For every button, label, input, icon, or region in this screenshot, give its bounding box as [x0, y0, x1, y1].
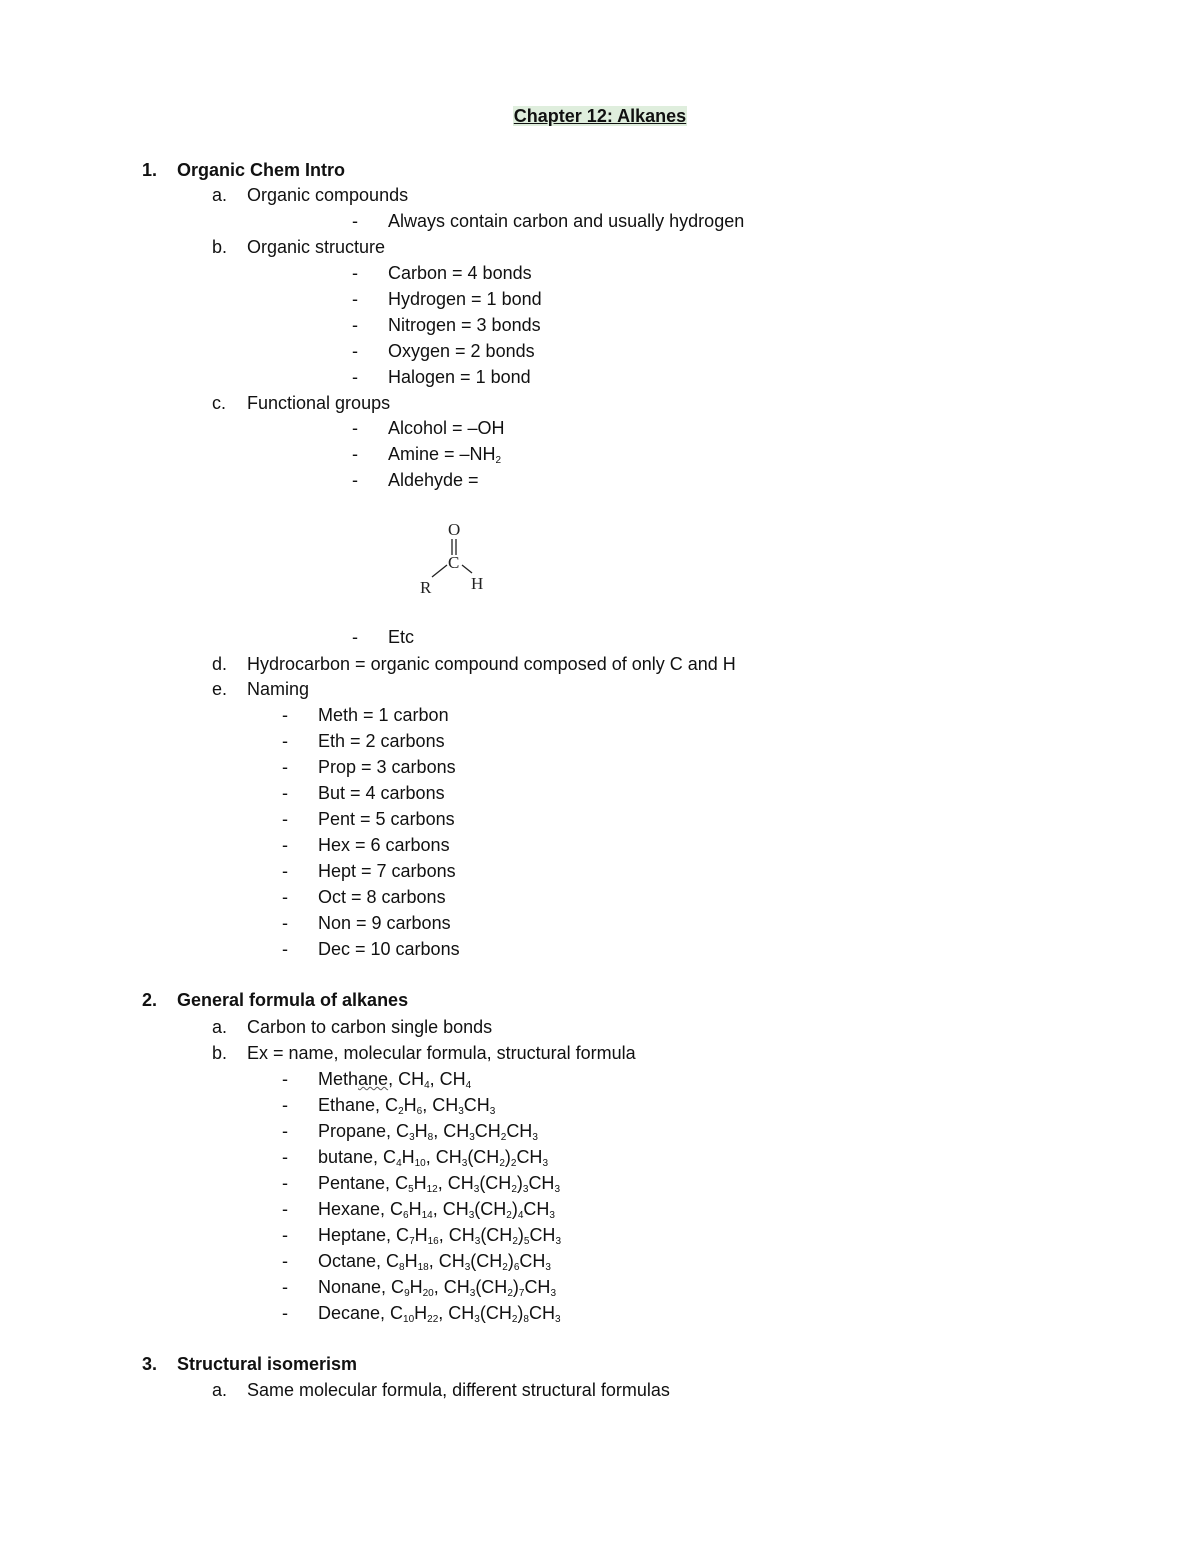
formula-subscript: 2 — [510, 1158, 517, 1169]
alkane-text: Hexane, C — [318, 1199, 404, 1219]
formula-subscript: 3 — [522, 1184, 529, 1195]
alkane-text: butane, C — [318, 1147, 397, 1167]
formula-subscript: 3 — [469, 1132, 475, 1143]
formula-text: (CH — [475, 1277, 508, 1297]
naming-item: But = 4 carbons — [318, 783, 445, 803]
bullet-dash: - — [282, 1147, 288, 1167]
formula-text: ) — [511, 1199, 518, 1219]
item-text: Same molecular formula, different structural formulas — [247, 1380, 670, 1400]
formula-subscript: 3 — [464, 1262, 471, 1273]
naming-item: Hex = 6 carbons — [318, 835, 450, 855]
formula-text: , CH — [432, 1199, 469, 1219]
section-number: 2. — [142, 990, 158, 1010]
bullet-dash: - — [352, 444, 358, 464]
sub-item: Alcohol = –OH — [388, 418, 505, 438]
alkane-item — [318, 1198, 555, 1220]
sub-item: Etc — [388, 627, 415, 647]
formula-text: CH — [529, 1225, 556, 1245]
formula-subscript: 12 — [426, 1184, 438, 1195]
formula-text: CH — [528, 1303, 555, 1323]
sub-item: Halogen = 1 bond — [388, 367, 531, 387]
formula-text: H — [414, 1303, 428, 1323]
formula-subscript: 2 — [499, 1158, 505, 1169]
sub-item: Aldehyde = — [388, 470, 479, 490]
item-letter: b. — [212, 237, 228, 257]
formula-subscript: 5 — [408, 1184, 414, 1195]
formula-text: CH — [524, 1277, 551, 1297]
alkane-text: Heptane, C — [318, 1225, 410, 1245]
formula-text: ) — [507, 1251, 514, 1271]
formula-subscript: 3 — [489, 1106, 496, 1117]
formula-subscript: 3 — [555, 1236, 561, 1247]
sub-item-amine: $Amine = -NH_2$ — [388, 444, 502, 466]
formula-text: , CH — [438, 1225, 475, 1245]
alkane-text: Propane, C — [318, 1121, 410, 1141]
formula-text: ) — [512, 1277, 519, 1297]
bullet-dash: - — [282, 1199, 288, 1219]
sub-item: Always contain carbon and usually hydrogen — [388, 211, 745, 231]
section-heading: Structural isomerism — [177, 1354, 358, 1374]
bullet-dash: - — [282, 731, 288, 751]
structure-atom-o: O — [448, 520, 461, 539]
formula-text: (CH — [474, 1199, 507, 1219]
bullet-dash: - — [282, 913, 288, 933]
item-text: Organic structure — [247, 237, 386, 257]
formula-subscript: 2 — [398, 1106, 404, 1117]
formula-text: ) — [516, 1173, 523, 1193]
formula-subscript: 3 — [468, 1210, 475, 1221]
formula-subscript: 3 — [469, 1288, 476, 1299]
single-bond-line — [462, 565, 472, 573]
formula-text: (CH — [479, 1303, 512, 1323]
formula-subscript: 5 — [523, 1236, 530, 1247]
formula-text: , CH — [425, 1147, 462, 1167]
item-letter: d. — [212, 654, 228, 674]
bullet-dash: - — [282, 705, 288, 725]
formula-subscript: 8 — [427, 1132, 434, 1143]
structure-atom-h: H — [471, 574, 484, 593]
alkane-text: Pentane, C — [318, 1173, 409, 1193]
item-letter: a. — [212, 1380, 228, 1400]
item-text: Organic compounds — [247, 185, 409, 205]
section-heading: Organic Chem Intro — [177, 160, 346, 180]
bullet-dash: - — [352, 627, 358, 647]
bullet-dash: - — [352, 418, 358, 438]
formula-subscript: 3 — [550, 1288, 556, 1299]
formula-text: , CH — [428, 1251, 465, 1271]
bullet-dash: - — [282, 757, 288, 777]
single-bond-line — [432, 565, 447, 577]
alkane-text: Octane, C — [318, 1251, 400, 1271]
formula-subscript: 10 — [403, 1314, 415, 1325]
naming-item: Eth = 2 carbons — [318, 731, 445, 751]
formula-subscript: 6 — [513, 1262, 520, 1273]
formula-text: (CH — [479, 1173, 512, 1193]
bullet-dash: - — [282, 809, 288, 829]
formula-text: CH — [523, 1199, 550, 1219]
formula-text: H — [401, 1147, 415, 1167]
bullet-dash: - — [282, 1069, 288, 1089]
sub-item: Hydrogen = 1 bond — [388, 289, 542, 309]
bullet-dash: - — [282, 1303, 288, 1323]
formula-text: ) — [504, 1147, 511, 1167]
formula-subscript: 7 — [518, 1288, 525, 1299]
section-number: 3. — [142, 1354, 158, 1374]
formula-text: , CH — [437, 1173, 474, 1193]
item-text: Naming — [247, 679, 310, 699]
formula-subscript: 3 — [545, 1262, 551, 1273]
formula-subscript: 6 — [416, 1106, 423, 1117]
sub-item: Carbon = 4 bonds — [388, 263, 532, 283]
alkane-item — [318, 1250, 551, 1272]
formula-text: , CH — [422, 1095, 459, 1115]
naming-item: Hept = 7 carbons — [318, 861, 456, 881]
formula-subscript: 20 — [422, 1288, 434, 1299]
alkane-item: Methane, $CH_4$, $CH_4$ — [318, 1069, 472, 1091]
alkane-item — [318, 1172, 560, 1194]
bullet-dash: - — [282, 1173, 288, 1193]
formula-subscript: 2 — [506, 1210, 512, 1221]
formula-subscript: 2 — [507, 1288, 513, 1299]
formula-text: CH — [519, 1251, 546, 1271]
bullet-dash: - — [352, 315, 358, 335]
item-text: Functional groups — [247, 393, 391, 413]
alkane-item — [318, 1276, 556, 1298]
formula-text: , CH — [438, 1303, 475, 1323]
formula-text: H — [413, 1173, 427, 1193]
bullet-dash: - — [352, 263, 358, 283]
page-title: Chapter 12: Alkanes — [513, 106, 687, 126]
formula-text: CH — [474, 1121, 501, 1141]
naming-item: Dec = 10 carbons — [318, 939, 460, 959]
formula-text: , CH — [433, 1277, 470, 1297]
formula-subscript: 7 — [409, 1236, 415, 1247]
formula-subscript: 10 — [414, 1158, 426, 1169]
formula-text: H — [408, 1199, 422, 1219]
formula-subscript: 2 — [512, 1236, 518, 1247]
aldehyde-structure-figure — [410, 518, 500, 598]
bullet-dash: - — [282, 783, 288, 803]
alkane-item — [318, 1146, 548, 1168]
formula-subscript: 16 — [427, 1236, 439, 1247]
item-text: Hydrocarbon = organic compound composed of only C and H — [247, 654, 736, 674]
formula-subscript: 14 — [421, 1210, 433, 1221]
item-letter: b. — [212, 1043, 228, 1063]
formula-subscript: 3 — [554, 1314, 561, 1325]
formula-subscript: 22 — [427, 1314, 439, 1325]
formula-subscript: 3 — [554, 1184, 560, 1195]
alkane-text: Nonane, C — [318, 1277, 405, 1297]
bullet-dash: - — [282, 887, 288, 907]
item-letter: a. — [212, 185, 228, 205]
formula-subscript: 3 — [532, 1132, 538, 1143]
bullet-dash: - — [352, 470, 358, 490]
formula-text: (CH — [467, 1147, 500, 1167]
formula-text: ) — [517, 1303, 524, 1323]
bullet-dash: - — [352, 341, 358, 361]
formula-subscript: 3 — [473, 1184, 480, 1195]
bullet-dash: - — [282, 1095, 288, 1115]
bullet-dash: - — [352, 211, 358, 231]
alkane-item — [318, 1094, 495, 1116]
naming-item: Prop = 3 carbons — [318, 757, 456, 777]
formula-subscript: 3 — [542, 1158, 548, 1169]
formula-text: H — [404, 1251, 418, 1271]
formula-subscript: 4 — [396, 1158, 402, 1169]
formula-subscript: 2 — [500, 1132, 507, 1143]
formula-subscript: 8 — [399, 1262, 405, 1273]
formula-subscript: 18 — [417, 1262, 429, 1273]
naming-item: Meth = 1 carbon — [318, 705, 449, 725]
formula-text: , CH — [433, 1121, 470, 1141]
formula-subscript: 3 — [549, 1210, 555, 1221]
formula-subscript: 3 — [474, 1314, 480, 1325]
formula-subscript: 8 — [523, 1314, 529, 1325]
bullet-dash: - — [282, 1121, 288, 1141]
bullet-dash: - — [282, 1277, 288, 1297]
sub-item: Nitrogen = 3 bonds — [388, 315, 541, 335]
formula-subscript: 3 — [409, 1132, 415, 1143]
section-heading: General formula of alkanes — [177, 990, 409, 1010]
alkane-text: Decane, C — [318, 1303, 404, 1323]
formula-text: (CH — [480, 1225, 513, 1245]
formula-text: H — [403, 1095, 417, 1115]
alkane-item — [318, 1120, 538, 1142]
formula-text: CH — [528, 1173, 555, 1193]
formula-text: CH — [463, 1095, 490, 1115]
naming-item: Pent = 5 carbons — [318, 809, 455, 829]
formula-subscript: 2 — [511, 1184, 517, 1195]
structure-atom-r: R — [420, 578, 432, 597]
item-letter: a. — [212, 1017, 228, 1037]
formula-text: (CH — [470, 1251, 503, 1271]
item-letter: e. — [212, 679, 228, 699]
formula-text: H — [409, 1277, 423, 1297]
formula-text: ) — [517, 1225, 524, 1245]
formula-subscript: 2 — [511, 1314, 518, 1325]
formula-subscript: 4 — [517, 1210, 524, 1221]
section-number: 1. — [142, 160, 158, 180]
alkane-item — [318, 1224, 561, 1246]
alkane-item — [318, 1302, 561, 1324]
bullet-dash: - — [282, 861, 288, 881]
formula-text: H — [414, 1225, 428, 1245]
bullet-dash: - — [282, 1225, 288, 1245]
alkane-text: Ethane, C — [318, 1095, 399, 1115]
item-text: Carbon to carbon single bonds — [247, 1017, 493, 1037]
bullet-dash: - — [352, 289, 358, 309]
formula-subscript: 3 — [458, 1106, 464, 1117]
formula-text: H — [414, 1121, 428, 1141]
sub-item: Oxygen = 2 bonds — [388, 341, 535, 361]
formula-subscript: 9 — [404, 1288, 410, 1299]
bullet-dash: - — [282, 835, 288, 855]
bullet-dash: - — [282, 939, 288, 959]
formula-subscript: 6 — [403, 1210, 409, 1221]
formula-subscript: 3 — [474, 1236, 481, 1247]
structure-atom-c: C — [448, 553, 460, 572]
bullet-dash: - — [352, 367, 358, 387]
naming-item: Non = 9 carbons — [318, 913, 451, 933]
formula-text: CH — [516, 1147, 543, 1167]
naming-item: Oct = 8 carbons — [318, 887, 446, 907]
item-text: Ex = name, molecular formula, structural formula — [247, 1043, 636, 1063]
bullet-dash: - — [282, 1251, 288, 1271]
item-letter: c. — [212, 393, 227, 413]
formula-subscript: 2 — [502, 1262, 508, 1273]
formula-subscript: 3 — [461, 1158, 468, 1169]
formula-text: CH — [506, 1121, 533, 1141]
